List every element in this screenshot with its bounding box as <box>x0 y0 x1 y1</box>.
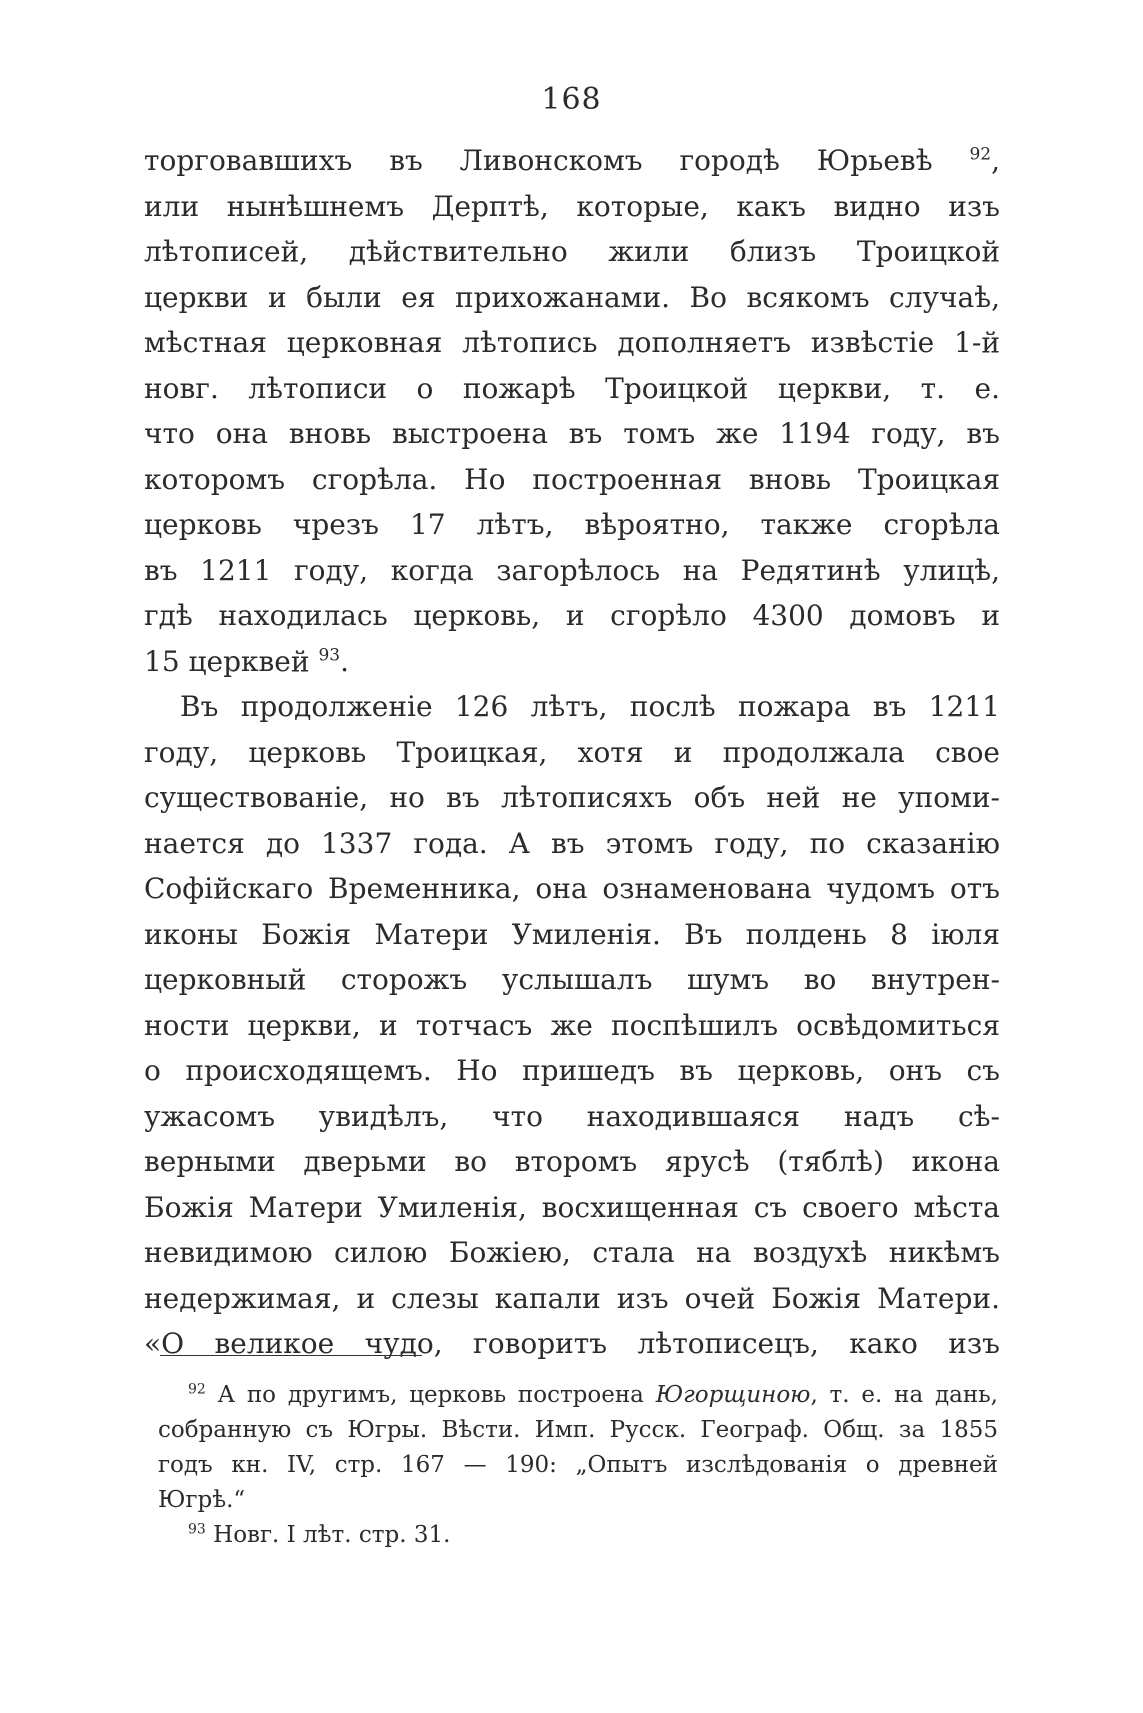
text-line: 15 церквей $^{93}$. <box>144 644 349 678</box>
footnote-number: 93 <box>188 1521 206 1538</box>
footnote-number: 92 <box>188 1381 206 1398</box>
text-line: церковный сторожъ услышалъ шумъ во внутрен- <box>144 963 1000 996</box>
body-text <box>144 138 1000 1367</box>
italic-term: Югорщиною <box>655 1382 811 1408</box>
paragraph-start-line: Въ продолженіе 126 лѣтъ, послѣ пожара въ 1211 <box>180 690 1000 723</box>
text-line: Софійскаго Временника, она ознаменована чудомъ отъ <box>144 872 1000 905</box>
text-line: которомъ сгорѣла. Но построенная вновь Троицкая <box>144 462 1000 496</box>
footnote-93: $^{93}$ Новг. I лѣт. стр. 31. <box>188 1521 451 1548</box>
footnotes <box>158 1378 998 1553</box>
text-line: «О великое чудо, говоритъ лѣтописецъ, како изъ <box>144 1327 1000 1360</box>
text-line: новг. лѣтописи о пожарѣ Троицкой церкви, т. е. <box>144 371 1000 405</box>
text-line: церкви и были ея прихожанами. Во всякомъ случаѣ, <box>144 280 1000 314</box>
text-line: ужасомъ увидѣлъ, что находившаяся надъ сѣ- <box>144 1099 1000 1133</box>
text-line: Божія Матери Умиленія, восхищенная съ своего мѣста <box>144 1190 1000 1224</box>
text-line: церковь чрезъ 17 лѣтъ, вѣроятно, также сгорѣла <box>144 508 1000 541</box>
text-line: нается до 1337 года. А въ этомъ году, по сказанію <box>144 826 1000 860</box>
text-line: лѣтописей, дѣйствительно жили близъ Троицкой <box>144 235 1000 268</box>
text-line: гдѣ находилась церковь, и сгорѣло 4300 домовъ и <box>144 599 1000 632</box>
footnote-line: собранную съ Югры. Вѣсти. Имп. Русск. Географ. Общ. за 1855 <box>158 1417 998 1443</box>
text-line: иконы Божія Матери Умиленія. Въ полдень 8 іюля <box>144 917 1000 951</box>
text-line: невидимою силою Божіею, стала на воздухѣ никѣмъ <box>144 1236 1000 1269</box>
text-line: или нынѣшнемъ Дерптѣ, которые, какъ видно изъ <box>144 189 1000 223</box>
page-number: 168 <box>541 82 602 117</box>
footnote-line: Югрѣ.“ <box>158 1487 246 1513</box>
text-line: году, церковь Троицкая, хотя и продолжала свое <box>144 735 1000 769</box>
text-line: мѣстная церковная лѣтопись дополняетъ извѣстіе 1-й <box>144 326 1000 359</box>
text-line: что она вновь выстроена въ томъ же 1194 году, въ <box>144 417 1000 450</box>
text-line: торговавшихъ въ Ливонскомъ городѣ Юрьевѣ $^{92}$, <box>144 144 1000 177</box>
footnote-92: $^{92}$ А по другимъ, церковь построена Югорщиною, т. е. на дань, <box>188 1381 998 1408</box>
text-line: въ 1211 году, когда загорѣлось на Редятинѣ улицѣ, <box>144 553 1000 587</box>
text-line: существованіе, но въ лѣтописяхъ объ ней не упоми- <box>144 781 1000 814</box>
footnote-separator <box>160 1355 422 1356</box>
text-line: недержимая, и слезы капали изъ очей Божія Матери. <box>144 1281 1000 1315</box>
text-line: ности церкви, и тотчасъ же поспѣшилъ освѣдомиться <box>144 1008 1000 1042</box>
text-line: верными дверьми во второмъ ярусѣ (тяблѣ) икона <box>144 1145 1000 1178</box>
footnote-ref-93[interactable]: 93 <box>318 645 341 666</box>
footnote-ref-92[interactable]: 92 <box>969 144 992 165</box>
footnote-line: годъ кн. IV, стр. 167 — 190: „Опытъ изслѣдованія о древней <box>158 1452 998 1478</box>
text-line: о происходящемъ. Но пришедъ въ церковь, онъ съ <box>144 1054 1000 1087</box>
